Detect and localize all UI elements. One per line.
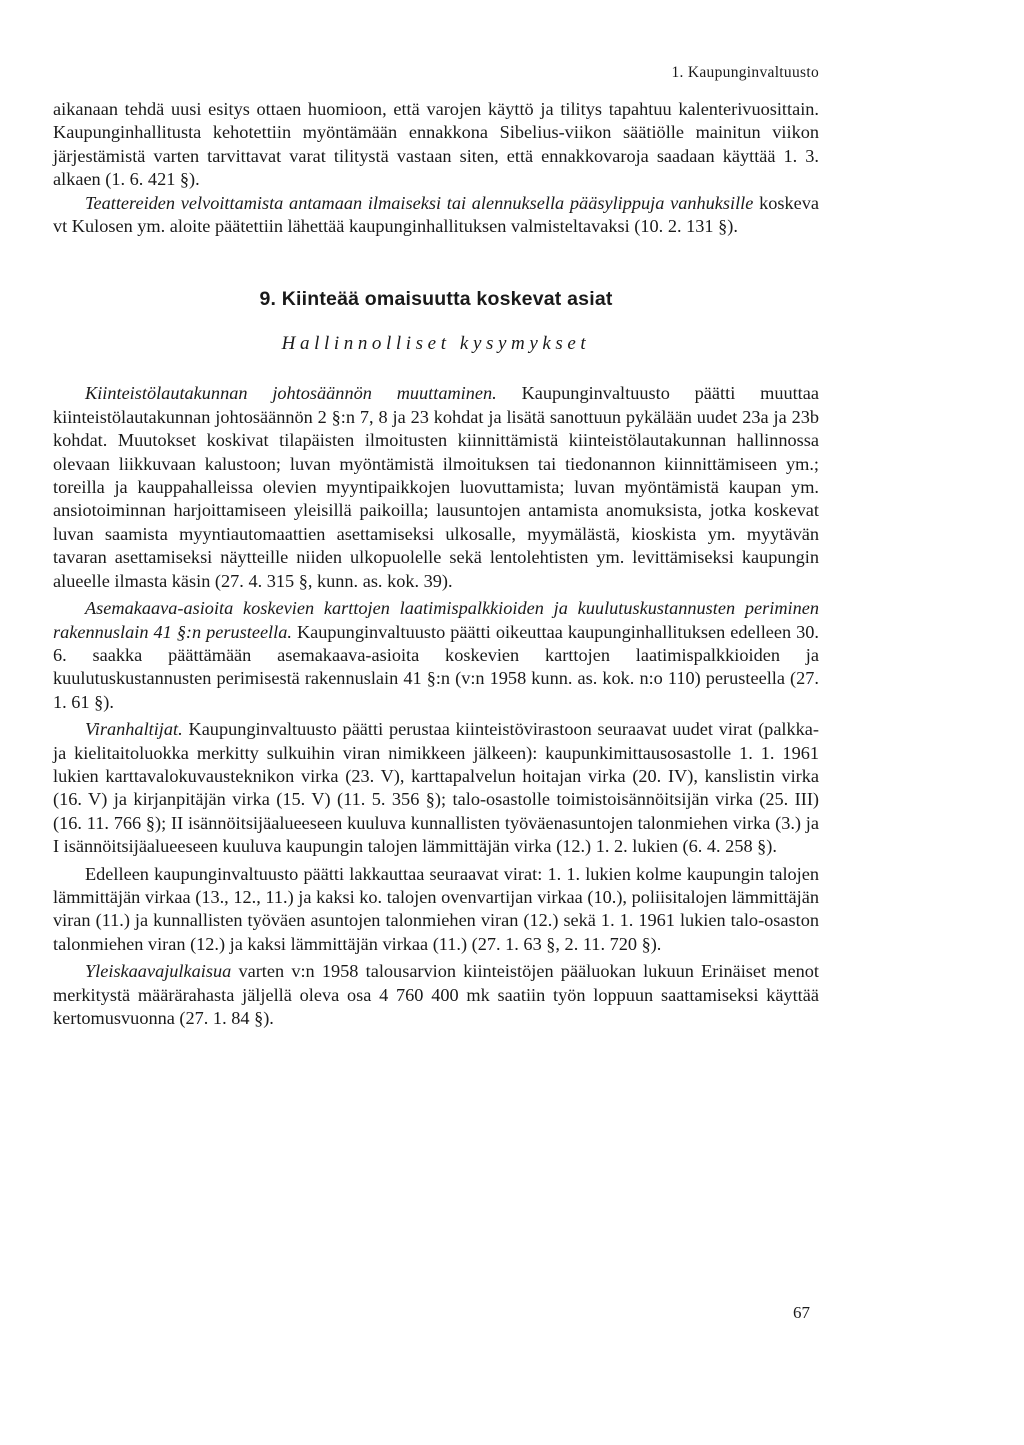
paragraph-lakkautus: [53, 863, 819, 957]
running-header: 1. Kaupunginvaltuusto: [671, 64, 819, 81]
paragraph-viranhaltijat: [53, 718, 819, 858]
paragraph-title: Viranhaltijat.: [85, 719, 183, 740]
paragraph-text: Kaupunginvaltuusto päätti perustaa kiinteistövirastoon seuraavat uudet virat (palkka- ja kielitaitoluokka merkitty sulkuihin viran nimikkeen jälkeen): kaupunkimittausosastolle 1. 1. 1961 lukien karttavalokuvausteknikon virka (23. V), karttapalvelun hoitajan virka (20. IV), kanslistin virka (16. V) ja kirjanpitäjän virka (15. V) (11. 5. 356 §); talo-osastolle toimistoisännöitsijän virka (25. III) (16. 11. 766 §); II isännöitsijäalueeseen kuuluva kunnallisten työväenasuntojen talonmiehen virka (3.) ja I isännöitsijäalueeseen kuuluva kaupungin talojen lämmittäjän virka (12.) 1. 2. lukien (6. 4. 258 §).: [53, 719, 819, 857]
paragraph-text: Kaupunginvaltuusto päätti muuttaa kiinteistölautakunnan johtosäännön 2 §:n 7, 8 ja 23 kohdat ja lisätä sanottuun pykälään uudet 23a ja 23b kohdat. Muutokset koskivat tilapäisten ilmoitusten kiinnittämistä kiinteistölautakunnan hallinnossa olevaan liikkuvaan kalustoon; luvan myöntämistä ilmoituksen tai tiedonannon kiinnittämiseen ym.; toreilla ja kauppahalleissa olevien myyntipaikkojen luovuttamista; luvan myöntämistä kaupan ym. ansiotoiminnan harjoittamiseen yleisillä paikoilla; lausuntojen antamista anomuksista, jotka koskevat luvan saamista myyntiautomaattien asettamiseksi ulkosalle, myymälästä, kioskista ym. myytävän tavaran asettamiseksi näytteille niiden ulkopuolelle sekä lentolehtisten ym. levittämiseksi kaupungin alueelle ilmasta käsin (27. 4. 315 §, kunn. as. kok. 39).: [53, 383, 819, 591]
continuation-paragraph: [53, 98, 819, 192]
document-page: [53, 60, 819, 1030]
paragraph-text: Kaupunginvaltuusto päätti oikeuttaa kaupunginhallituksen edelleen 30. 6. saakka päättämään asemakaava-asioita koskevien karttojen laatimispalkkioiden ja kuulutuskustannusten perimisestä rakennuslain 41 §:n (v:n 1958 kunn. as. kok. n:o 110) perusteella (27. 1. 61 §).: [53, 621, 819, 712]
section-subheading: Hallinnolliset kysymykset: [281, 333, 591, 355]
paragraph-text: koskeva vt Kulosen ym. aloite päätettiin lähettää kaupunginhallituksen valmisteltavaksi (10. 2. 131 §).: [53, 192, 819, 237]
chapter-heading: 9. Kiinteää omaisuutta koskevat asiat: [259, 288, 613, 311]
paragraph-title: Yleiskaavajulkaisua: [85, 961, 232, 982]
paragraph-text: Edelleen kaupunginvaltuusto päätti lakkauttaa seuraavat virat: 1. 1. lukien kolme kaupungin talojen lämmittäjän virkaa (13., 12., 11.) ja kaksi ko. talojen ovenvartijan virkaa (10.), poliisitalojen lämmittäjän viran (11.) ja kunnallisten työväen asuntojen talonmiehen viran (12.) sekä 1. 1. 1961 lukien talo-osaston talonmiehen viran (12.) ja kaksi lämmittäjän virkaa (11.) (27. 1. 63 §, 2. 11. 720 §).: [53, 863, 819, 954]
paragraph-text: varten v:n 1958 talousarvion kiinteistöjen pääluokan lukuun Erinäiset menot merkitystä määrärahasta jäljellä oleva osa 4 760 400 mk saatiin työn loppuun saattamiseksi käyttää kertomusvuonna (27. 1. 84 §).: [53, 961, 819, 1028]
paragraph-yleiskaava: [53, 960, 819, 1030]
paragraph-asemakaava: [53, 597, 819, 714]
page-number: 67: [793, 1303, 810, 1322]
paragraph-title: Kiinteistölautakunnan johtosäännön muuttaminen.: [85, 383, 497, 404]
theatre-paragraph: [53, 192, 819, 239]
paragraph-title: Teattereiden velvoittamista antamaan ilmaiseksi tai alennuksella pääsylippuja vanhuksille: [85, 192, 754, 213]
paragraph-johtosaanto: [53, 382, 819, 593]
paragraph-text: aikanaan tehdä uusi esitys ottaen huomioon, että varojen käyttö ja tilitys tapahtuu kalenterivuosittain. Kaupunginhallitusta kehotettiin myöntämään ennakkona Sibelius-viikon säätiölle mainitun viikon järjestämistä varten tarvittavat varat tilitystä vastaan siten, että ennakkovaroja saadaan käyttää 1. 3. alkaen (1. 6. 421 §).: [53, 99, 819, 190]
paragraph-title: Asemakaava-asioita koskevien karttojen laatimispalkkioiden ja kuulutuskustannusten periminen rakennuslain 41 §:n perusteella.: [53, 598, 819, 642]
